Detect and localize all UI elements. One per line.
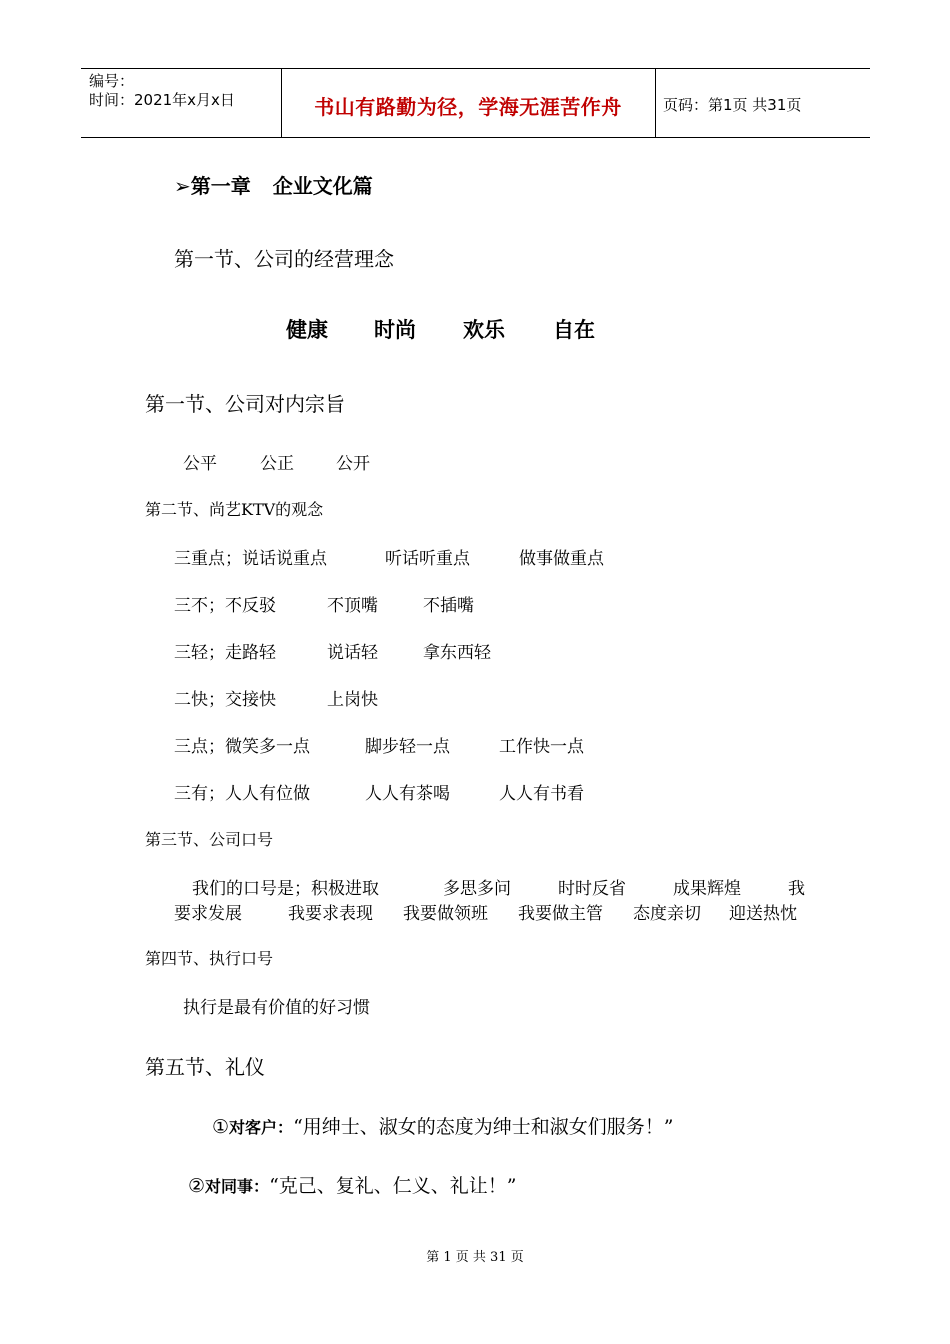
execution-text: 执行是最有价值的好习惯 <box>183 998 370 1018</box>
concept-item: 上岗快 <box>327 690 378 710</box>
header-page-label: 页码：第1页 共31页 <box>663 96 802 114</box>
philosophy-word: 时尚 <box>374 318 416 342</box>
slogan-item: 多思多问 <box>443 879 511 899</box>
concept-item: 三不；不反驳 <box>174 596 276 616</box>
concept-item: 人人有书看 <box>499 784 584 804</box>
header-divider <box>655 69 656 137</box>
etiquette-rule <box>188 1171 517 1198</box>
slogan-item: 我要做主管 <box>518 904 603 924</box>
philosophy-word: 自在 <box>553 318 595 342</box>
section-internal-title: 第一节、公司对内宗旨 <box>145 392 345 416</box>
date-label: 时间：2021年x月x日 <box>89 91 235 109</box>
concept-line <box>174 732 584 757</box>
circled-number-icon: ② <box>188 1175 206 1197</box>
chapter-name: 企业文化篇 <box>272 174 373 198</box>
philosophy-word: 健康 <box>286 318 328 342</box>
slogan-item: 我要求表现 <box>288 904 373 924</box>
section-etiquette-title: 第五节、礼仪 <box>145 1055 265 1079</box>
etiquette-rule <box>212 1112 674 1139</box>
internal-word: 公开 <box>336 454 370 474</box>
internal-word: 公正 <box>260 454 294 474</box>
header-motto: 书山有路勤为径，学海无涯苦作舟 <box>314 95 622 119</box>
concept-item: 不插嘴 <box>423 596 474 616</box>
concept-item: 三轻；走路轻 <box>174 643 276 663</box>
concept-item: 工作快一点 <box>499 737 584 757</box>
slogan-item: 我们的口号是；积极进取 <box>192 879 379 899</box>
concept-line <box>174 779 584 804</box>
concept-item: 三有；人人有位做 <box>174 784 310 804</box>
concept-item: 说话轻 <box>327 643 378 663</box>
concept-line <box>174 591 474 616</box>
chapter-number: 第一章 <box>190 174 251 198</box>
concept-line <box>174 685 378 710</box>
etiquette-text: “克己、复礼、仁义、礼让！” <box>269 1175 517 1197</box>
page-footer: 第 1 页 共 31 页 <box>426 1250 524 1265</box>
concept-line <box>174 638 491 663</box>
section-concept-title: 第二节、尚艺KTV的观念 <box>145 500 324 519</box>
header-meta <box>89 72 235 110</box>
slogan-item: 我要做领班 <box>403 904 488 924</box>
etiquette-label: 对同事： <box>205 1177 270 1196</box>
chapter-title <box>174 170 373 199</box>
etiquette-text: “用绅士、淑女的态度为绅士和淑女们服务！” <box>293 1116 674 1138</box>
slogan-item: 要求发展 <box>174 904 242 924</box>
section-execution-title: 第四节、执行口号 <box>145 949 274 968</box>
slogan-item: 迎送热忱 <box>729 904 797 924</box>
slogan-line <box>192 874 805 899</box>
slogan-item: 态度亲切 <box>633 904 701 924</box>
concept-item: 人人有茶喝 <box>365 784 450 804</box>
etiquette-label: 对客户： <box>229 1118 294 1137</box>
section-slogan-title: 第三节、公司口号 <box>145 830 274 849</box>
philosophy-word: 欢乐 <box>463 318 505 342</box>
concept-item: 听话听重点 <box>385 549 470 569</box>
internal-word: 公平 <box>183 454 217 474</box>
circled-number-icon: ① <box>212 1116 230 1138</box>
slogan-item: 成果辉煌 <box>673 879 741 899</box>
slogan-line <box>174 899 797 924</box>
document-header <box>81 68 870 138</box>
number-label: 编号： <box>89 72 135 90</box>
concept-item: 不顶嘴 <box>327 596 378 616</box>
concept-item: 拿东西轻 <box>423 643 491 663</box>
arrow-bullet-icon: ➢ <box>174 174 191 198</box>
section-philosophy-title: 第一节、公司的经营理念 <box>174 247 394 271</box>
concept-line <box>174 544 604 569</box>
concept-item: 做事做重点 <box>519 549 604 569</box>
concept-item: 三点；微笑多一点 <box>174 737 310 757</box>
concept-item: 二快；交接快 <box>174 690 276 710</box>
concept-item: 三重点；说话说重点 <box>174 549 327 569</box>
concept-item: 脚步轻一点 <box>365 737 450 757</box>
slogan-item: 时时反省 <box>558 879 626 899</box>
slogan-item: 我 <box>788 879 805 899</box>
